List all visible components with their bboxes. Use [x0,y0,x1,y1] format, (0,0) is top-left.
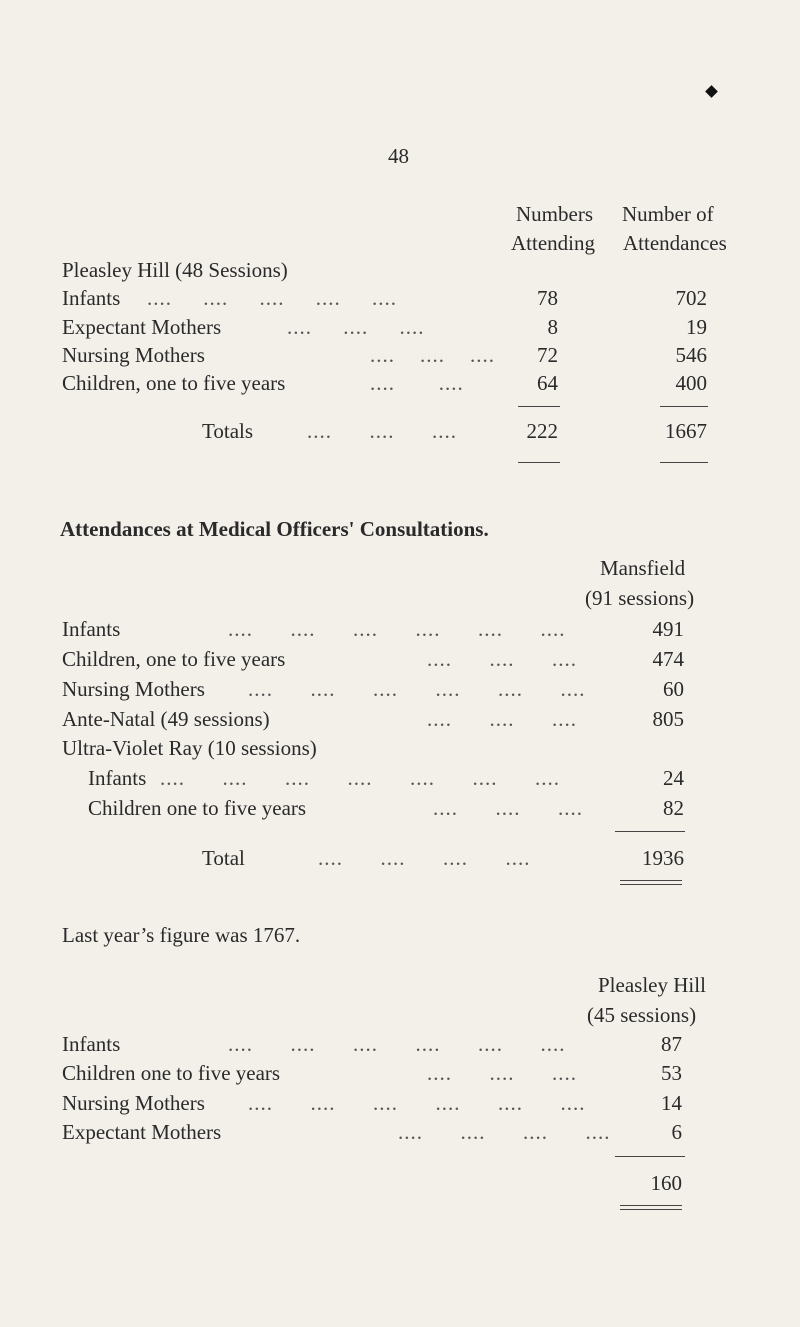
list-item-value: 87 [661,1032,682,1056]
leader-dots: .... .... .... .... .... .... [228,617,566,641]
table-cell-attending: 8 [547,315,558,339]
column-header: Pleasley Hill [598,973,706,997]
list-item-label: Children one to five years [88,796,307,820]
list-item-value: 24 [663,766,684,790]
table-cell-attendances: 19 [686,315,707,339]
list-item-value: 14 [661,1091,682,1115]
list-item-label: Infants [88,766,147,790]
page-number: 48 [388,144,409,168]
leader-dots: .... .... .... [433,796,583,820]
list-item-value: 805 [652,707,684,731]
divider [518,406,560,407]
col-header-numbers: Numbers [516,202,593,226]
double-rule [620,880,682,885]
table-cell-attendances: 702 [675,286,707,310]
leader-dots: .... .... .... [307,419,457,443]
column-header: (91 sessions) [585,586,695,610]
divider [615,831,685,832]
leader-dots: .... .... .... [427,1061,577,1085]
table-row-label: Nursing Mothers [62,343,205,367]
table-cell-attendances: 400 [675,371,707,395]
section-heading: Attendances at Medical Officers' Consultations. [60,517,489,541]
leader-dots: .... .... .... .... .... .... [228,1032,566,1056]
table-cell-attending: 72 [537,343,558,367]
list-item-label: Children, one to five years [62,647,286,671]
totals-attendances: 1667 [665,419,707,443]
column-header: (45 sessions) [587,1003,697,1027]
table-cell-attending: 78 [537,286,558,310]
divider [518,462,560,463]
note-text: Last year’s figure was 1767. [62,923,301,947]
leader-dots: .... .... .... .... [398,1120,611,1144]
leader-dots: .... .... [370,371,464,395]
leader-dots: .... .... .... .... .... .... [248,677,586,701]
leader-dots: .... .... .... .... .... [147,286,397,310]
double-rule [620,1205,682,1210]
leader-dots: .... .... .... .... .... .... [248,1091,586,1115]
totals-attending: 222 [526,419,558,443]
list-item-value: 82 [663,796,684,820]
table-row-label: Expectant Mothers [62,315,222,339]
table-row-label: Children, one to five years [62,371,286,395]
totals-label: Totals [202,419,254,443]
divider [660,462,708,463]
leader-dots: .... .... .... .... .... .... .... [160,766,560,790]
column-header: Mansfield [600,556,686,580]
list-item-label: Children one to five years [62,1061,281,1085]
list-item-value: 60 [663,677,684,701]
divider [615,1156,685,1157]
leader-dots: .... .... .... [427,647,577,671]
total-value: 1936 [642,846,684,870]
list-item-label: Infants [62,617,121,641]
list-item-label: Ante-Natal (49 sessions) [62,707,270,731]
table-row-label: Infants [62,286,121,310]
col-header-attendances: Attendances [623,231,727,255]
subsection-title: Ultra-Violet Ray (10 sessions) [62,736,317,760]
list-item-label: Infants [62,1032,121,1056]
leader-dots: .... .... .... [427,707,577,731]
list-item-value: 53 [661,1061,682,1085]
leader-dots: .... .... .... [287,315,425,339]
leader-dots: .... .... .... [370,343,495,367]
total-label: Total [202,846,245,870]
leader-dots: .... .... .... .... [318,846,531,870]
list-item-value: 491 [652,617,684,641]
total-value: 160 [650,1171,682,1195]
list-item-label: Expectant Mothers [62,1120,222,1144]
list-item-label: Nursing Mothers [62,677,205,701]
col-header-number-of: Number of [622,202,714,226]
table-cell-attending: 64 [537,371,558,395]
list-item-value: 6 [671,1120,682,1144]
list-item-value: 474 [652,647,684,671]
divider [660,406,708,407]
section-title: Pleasley Hill (48 Sessions) [62,258,288,282]
table-cell-attendances: 546 [675,343,707,367]
diamond-mark-icon [705,85,718,98]
col-header-attending: Attending [511,231,595,255]
list-item-label: Nursing Mothers [62,1091,205,1115]
